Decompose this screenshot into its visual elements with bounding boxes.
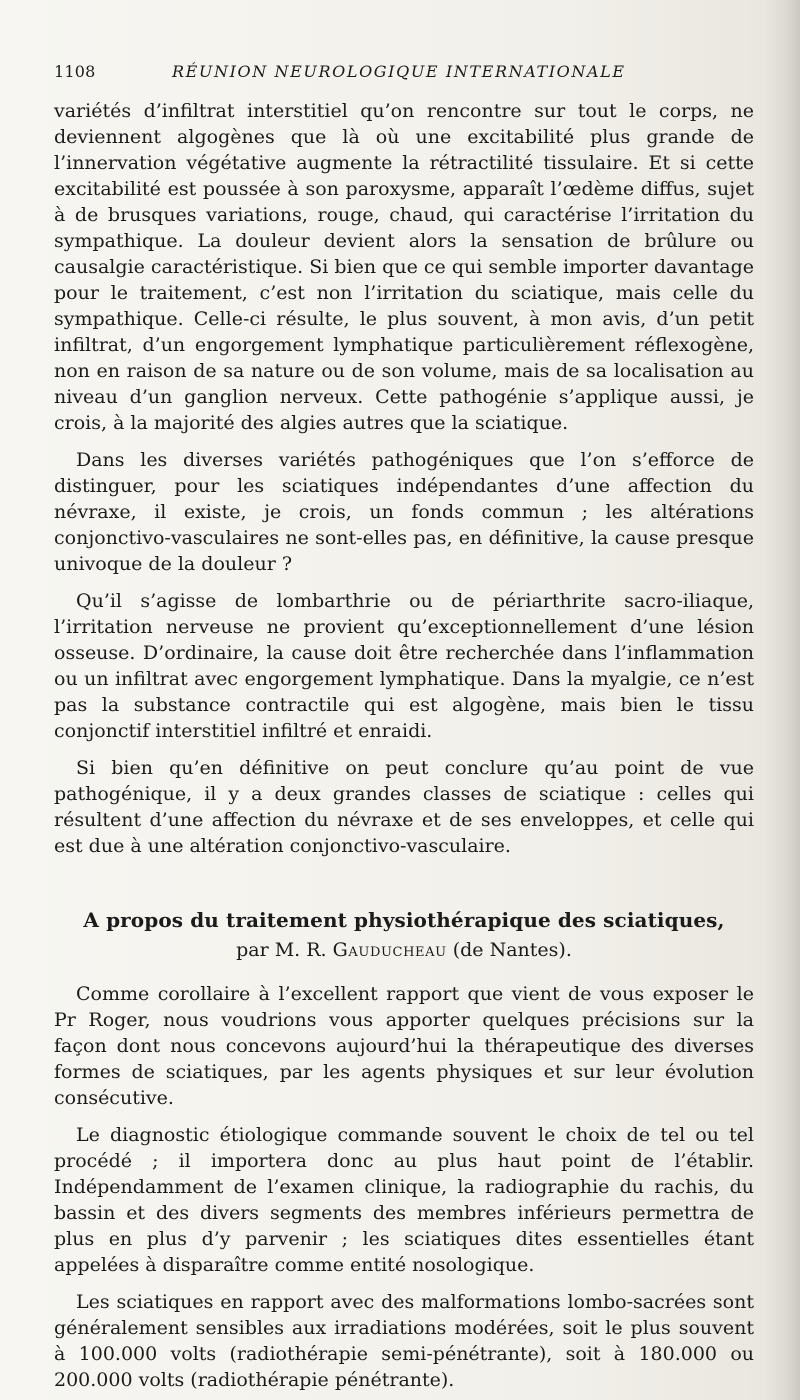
article-byline bbox=[54, 937, 754, 963]
paragraph-continuation: variétés d’infiltrat interstitiel qu’on rencontre sur tout le corps, ne deviennent algogènes que là où une excitabilité plus grande de l’innervation végétative augmente la rétractilité tissulaire. Et si cette excitabilité est poussée à son paroxysme, apparaît l’œdème diffus, sujet à de brusques variations, rouge, chaud, qui caractérise l’irritation du sympathique. La douleur devient alors la sensation de brûlure ou causalgie caractéristique. Si bien que ce qui semble importer davantage pour le traitement, c’est non l’irritation du sciatique, mais celle du sympathique. Celle-ci résulte, le plus souvent, à mon avis, d’un petit infiltrat, d’un engorgement lymphatique particulièrement réflexogène, non en raison de sa nature ou de son volume, mais de sa localisation au niveau d’un ganglion nerveux. Cette pathogénie s’applique aussi, je crois, à la majorité des algies autres que la sciatique. bbox=[54, 100, 754, 434]
article-paragraph-1: Comme corollaire à l’excellent rapport que vient de vous exposer le Pr Roger, nous voudrions vous apporter quelques précisions sur la façon dont nous concevons aujourd’hui la thérapeutique des diverses formes de sciatiques, par les agents physiques et sur leur évolution consécutive. bbox=[54, 983, 754, 1109]
author-affiliation: (de Nantes). bbox=[452, 939, 572, 961]
article-title: A propos du traitement physiothérapique des sciatiques, bbox=[83, 908, 725, 932]
paragraph-pathogeny: Dans les diverses variétés pathogéniques que l’on s’efforce de distinguer, pour les sciatiques indépendantes d’une affection du névraxe, il existe, je crois, un fonds commun ; les altérations conjonctivo-vasculaires ne sont-elles pas, en définitive, la cause presque univoque de la douleur ? bbox=[54, 449, 754, 575]
paragraph-lombarthrie: Qu’il s’agisse de lombarthrie ou de périarthrite sacro-iliaque, l’irritation nerveuse ne provient qu’exceptionnellement d’une lésion osseuse. D’ordinaire, la cause doit être recherchée dans l’inflammation ou un infiltrat avec engorgement lymphatique. Dans la myalgie, ce n’est pas la substance contractile qui est algogène, mais bien le tissu conjonctif interstitiel infiltré et enraidi. bbox=[54, 590, 754, 742]
page-header bbox=[54, 62, 754, 90]
page-number: 1108 bbox=[54, 62, 96, 81]
article-paragraph-2: Le diagnostic étiologique commande souvent le choix de tel ou tel procédé ; il importera donc au plus haut point de l’établir. Indépendamment de l’examen clinique, la radiographie du rachis, du bassin et des divers segments des membres inférieurs permettra de plus en plus d’y parvenir ; les sciatiques dites essentielles étant appelées à disparaître comme entité nosologique. bbox=[54, 1124, 754, 1276]
page-content bbox=[54, 98, 754, 1393]
paragraph-conclusion: Si bien qu’en définitive on peut conclure qu’au point de vue pathogénique, il y a deux grandes classes de sciatique : celles qui résultent d’une affection du névraxe et de ses enveloppes, et celle qui est due à une altération conjonctivo-vasculaire. bbox=[54, 757, 754, 857]
author-name: Gauducheau bbox=[332, 939, 447, 961]
article-paragraph-3: Les sciatiques en rapport avec des malformations lombo-sacrées sont généralement sensibles aux irradiations modérées, soit le plus souvent à 100.000 volts (radiothérapie semi-pénétrante), soit à 180.000 ou 200.000 volts (radiothérapie pénétrante). bbox=[54, 1291, 754, 1391]
running-title: RÉUNION NEUROLOGIQUE INTERNATIONALE bbox=[172, 62, 626, 81]
article-body bbox=[54, 981, 754, 1393]
page-edge-shadow bbox=[764, 0, 800, 1400]
byline-prefix: par M. R. bbox=[236, 939, 327, 961]
